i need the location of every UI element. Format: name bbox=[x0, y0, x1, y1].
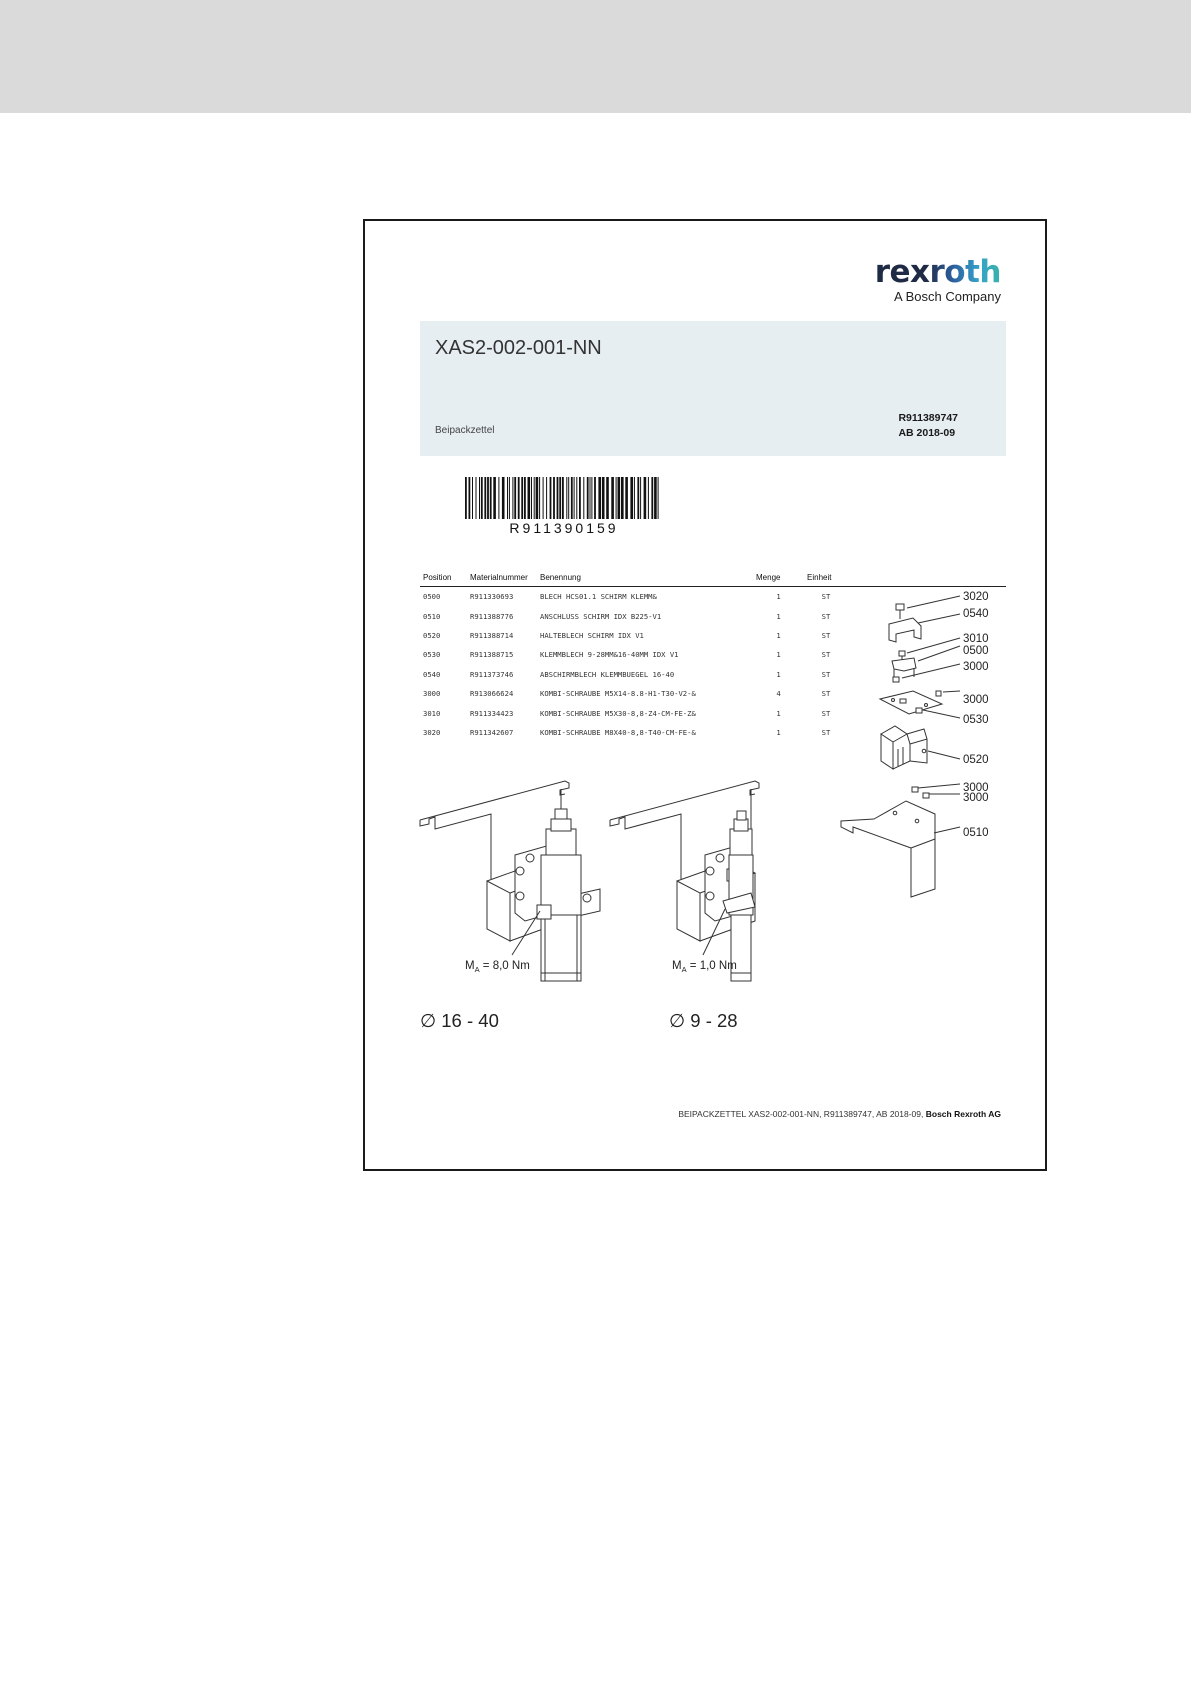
svg-text:0510: 0510 bbox=[963, 827, 989, 839]
top-band bbox=[0, 0, 1191, 113]
table-row: 3000 R913066624 KOMBI-SCHRAUBE M5X14-8.8-H1-T30-V2-& 4 ST bbox=[423, 689, 831, 699]
material-number: R911389747 bbox=[898, 412, 958, 424]
edition: AB 2018-09 bbox=[898, 427, 956, 439]
assembly-drawing-9-28 bbox=[610, 781, 759, 981]
svg-text:3000: 3000 bbox=[963, 792, 989, 804]
col-menge: Menge bbox=[753, 568, 804, 587]
torque-label-9-28: $M_A = 1,0$ Nm bbox=[672, 960, 737, 974]
col-benennung: Benennung bbox=[537, 568, 753, 587]
footer: BEIPACKZETTEL XAS2-002-001-NN, R911389747, AB 2018-09, Bosch Rexroth AG bbox=[678, 1109, 1001, 1119]
svg-text:0500: 0500 bbox=[963, 645, 989, 657]
svg-text:3000: 3000 bbox=[963, 661, 989, 673]
table-row: 3010 R911334423 KOMBI-SCHRAUBE M5X30-8,8-Z4-CM-FE-Z& 1 ST bbox=[423, 708, 831, 718]
col-einheit: Einheit bbox=[804, 568, 848, 587]
table-row: 0510 R911388776 ANSCHLUSS SCHIRM IDX B225-V1 1 ST bbox=[423, 611, 831, 621]
barcode-text: R911390159 bbox=[509, 520, 619, 536]
table-row: 0530 R911388715 KLEMMBLECH 9-28MM&16-40MM IDX V1 1 ST bbox=[423, 650, 831, 660]
svg-text:3020: 3020 bbox=[963, 591, 989, 603]
table-row: 0520 R911388714 HALTEBLECH SCHIRM IDX V1 1 ST bbox=[423, 630, 831, 640]
svg-text:3000: 3000 bbox=[963, 782, 989, 794]
document-title: XAS2-002-001-NN bbox=[435, 337, 602, 359]
exploded-view bbox=[841, 596, 960, 897]
table-row: 0540 R911373746 ABSCHIRMBLECH KLEMMBUEGEL 16-40 1 ST bbox=[423, 669, 831, 679]
logo-wordmark: rexroth bbox=[874, 254, 1001, 290]
svg-text:0520: 0520 bbox=[963, 754, 989, 766]
col-materialnummer: Materialnummer bbox=[467, 568, 537, 587]
svg-text:0540: 0540 bbox=[963, 608, 989, 620]
exploded-view-callouts bbox=[963, 591, 989, 839]
torque-label-16-40: $M_A = 8,0$ Nm bbox=[465, 960, 530, 974]
assembly-drawing-16-40 bbox=[420, 781, 600, 981]
diameter-label-9-28: ∅ 9 - 28 bbox=[669, 1010, 738, 1031]
svg-text:3000: 3000 bbox=[963, 694, 989, 706]
diameter-label-16-40: ∅ 16 - 40 bbox=[420, 1010, 499, 1031]
table-row: 3020 R911342607 KOMBI-SCHRAUBE M8X40-8,8-T40-CM-FE-& 1 ST bbox=[423, 727, 831, 737]
technical-drawings bbox=[365, 221, 1045, 1169]
leaflet-sheet bbox=[363, 219, 1047, 1171]
col-position: Position bbox=[420, 568, 467, 587]
document-type: Beipackzettel bbox=[435, 425, 495, 436]
table-row: 0500 R911330693 BLECH HCS01.1 SCHIRM KLEMM& 1 ST bbox=[423, 592, 831, 602]
svg-text:0530: 0530 bbox=[963, 714, 989, 726]
svg-text:3010: 3010 bbox=[963, 633, 989, 645]
logo-tagline: A Bosch Company bbox=[894, 289, 1001, 304]
